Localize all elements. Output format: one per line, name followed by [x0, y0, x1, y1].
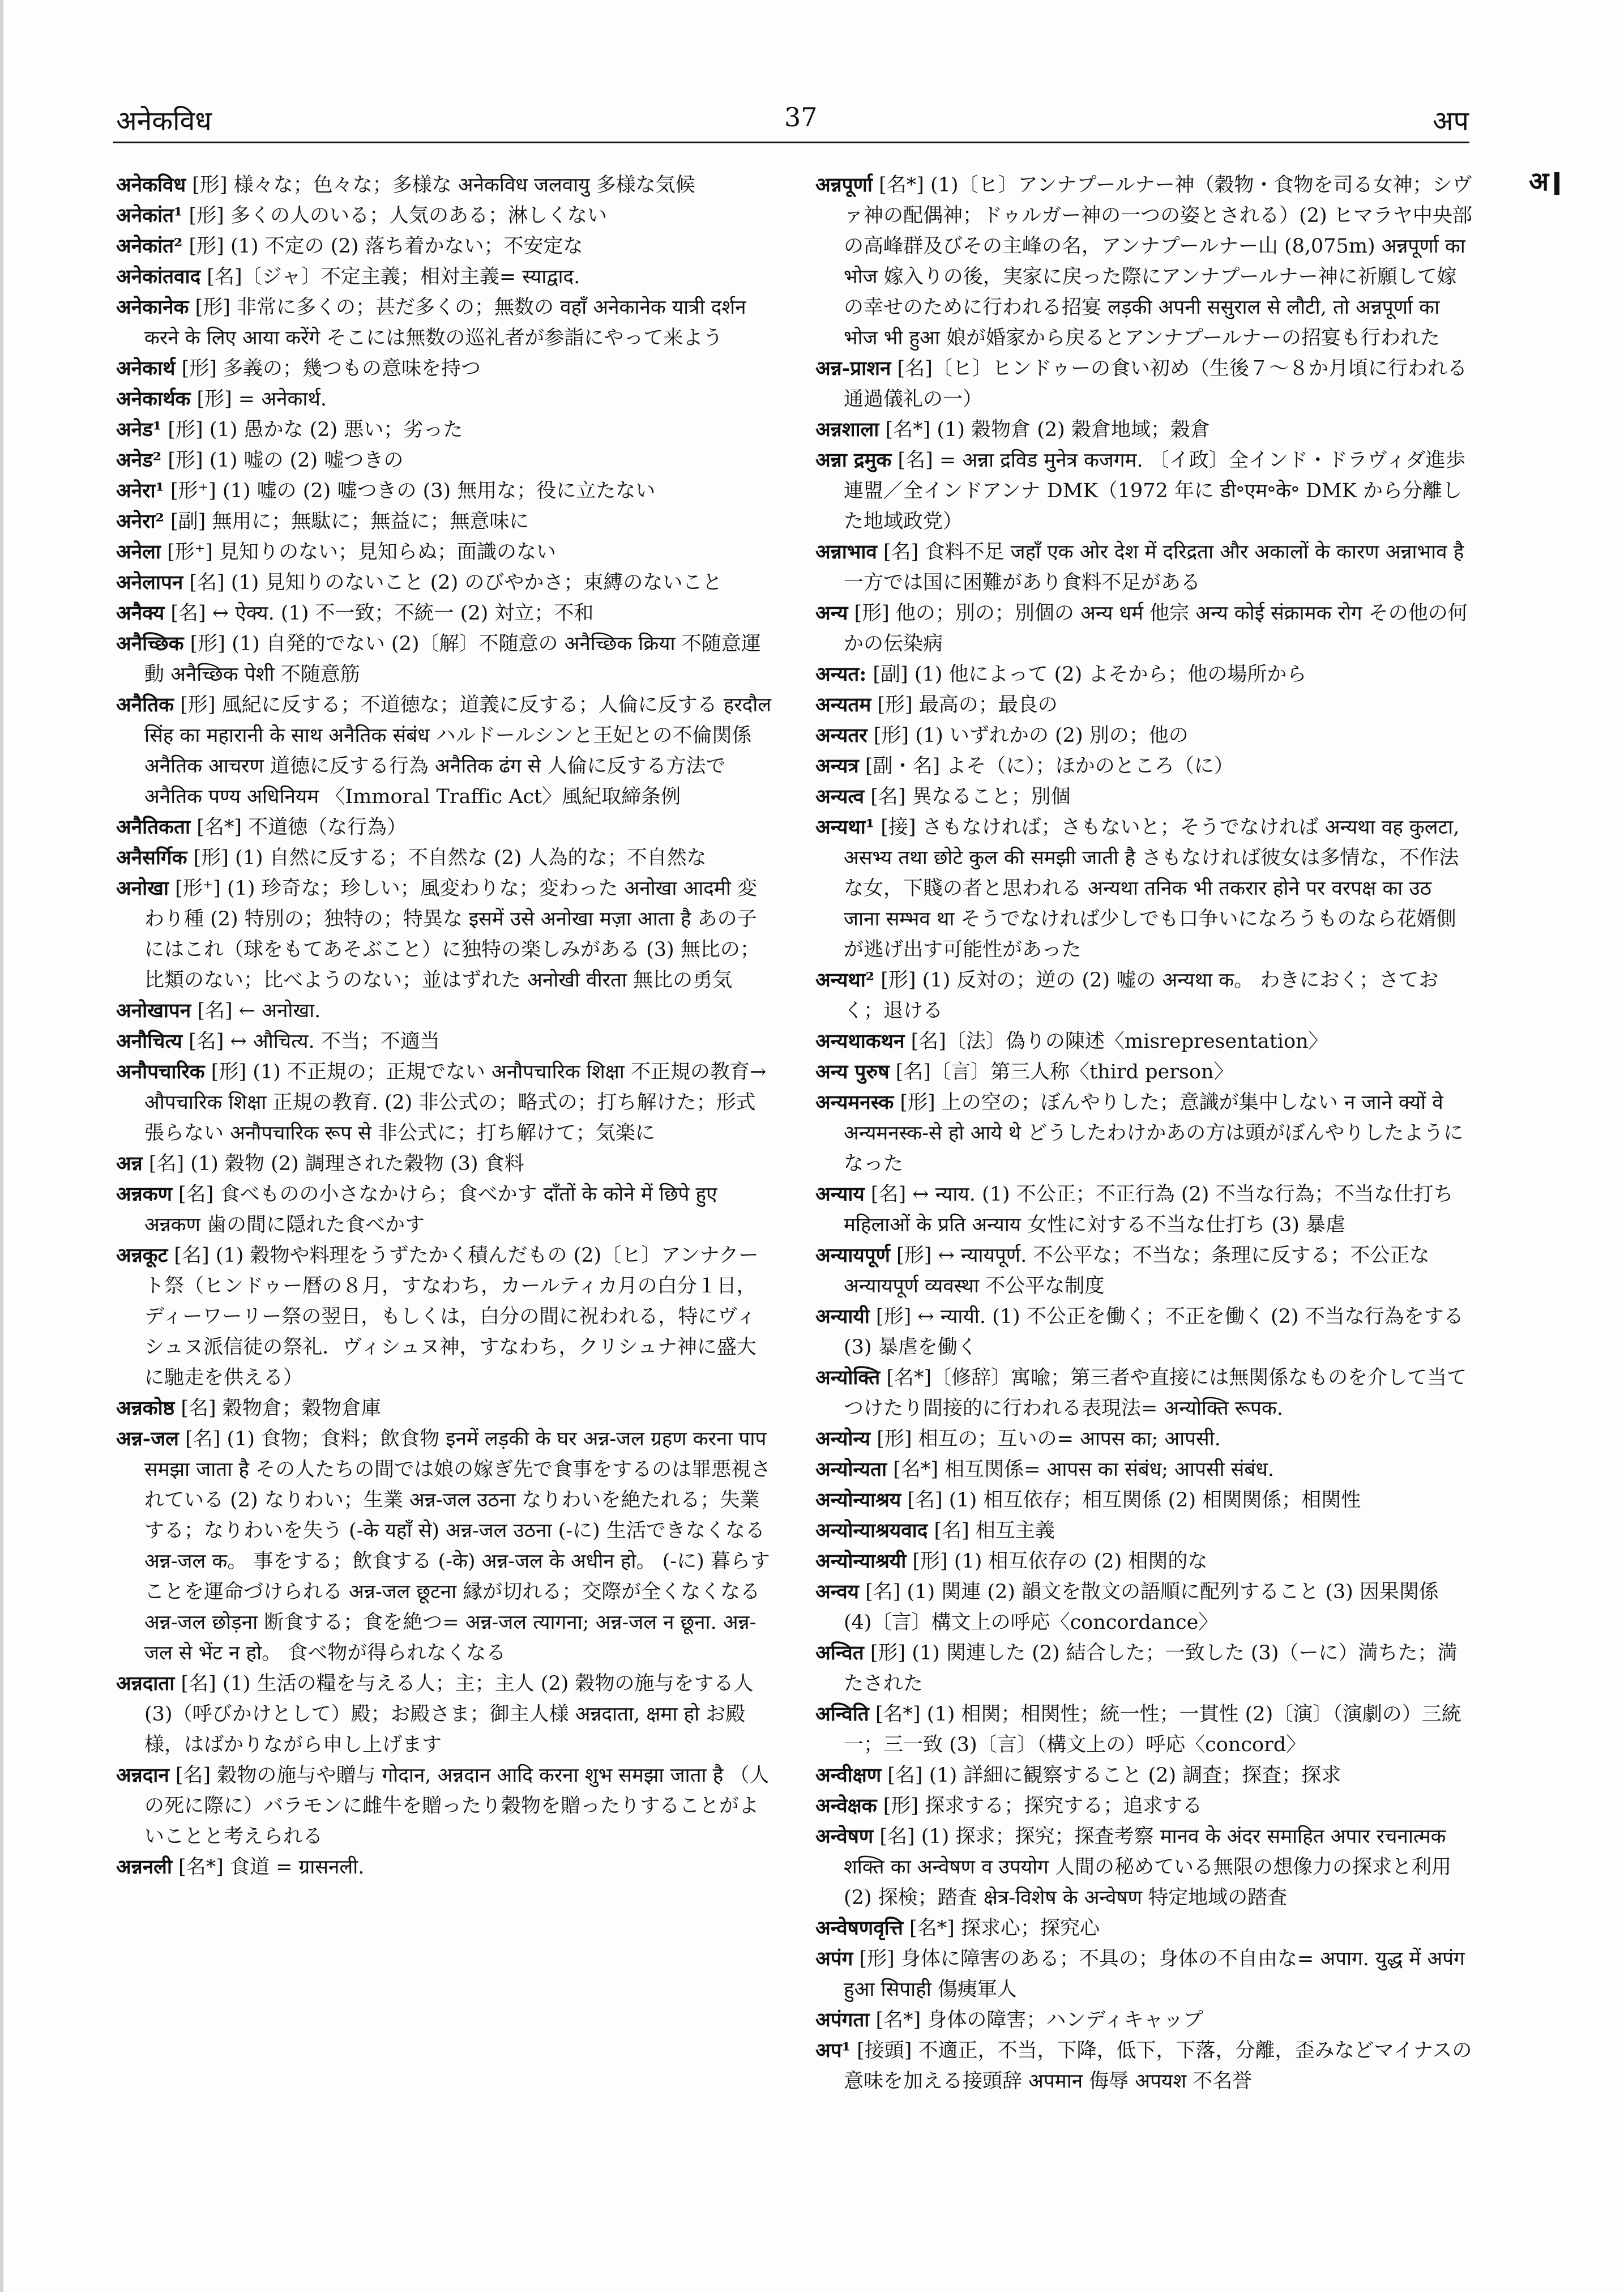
entry-headword: अनेरा²: [116, 510, 164, 533]
entry-headword: अनौचित्य: [116, 1030, 182, 1053]
dictionary-entry: [116, 1393, 773, 1424]
dictionary-entry: [116, 843, 773, 873]
entry-headword: अन्योन्याश्रय: [815, 1488, 901, 1512]
entry-definition: [名*] (1) 相関；相関性；統一性；一貫性 (2)〔演〕（演劇の）三統一；三一致 (3)〔言〕（構文上の）呼応〈concord〉: [844, 1703, 1461, 1756]
dictionary-entry: [116, 873, 773, 996]
entry-definition: [形] (1) 関連した (2) 結合した；一致した (3)（ーに）満ちた；満たされた: [844, 1642, 1458, 1695]
entry-headword: अपंग: [815, 1947, 853, 1970]
entry-definition: [名*] (1) 穀物倉 (2) 穀倉地域；穀倉: [879, 419, 1210, 441]
entry-definition: [形] 風紀に反する；不道徳な；道義に反する；人倫に反する हरदौल सिंह का महारानी के साथ अनैतिक संबंध ハルドールシンと王妃との不倫関係 अनैतिक आचरण 道徳に反する行為 अनैतिक ढंग से 人倫に反する方法で अनैतिक पण्य अधिनियम 〈Immoral Traffic Act〉風紀取締条例: [144, 694, 772, 808]
entry-definition: [名] 異なること；別個: [864, 786, 1071, 808]
entry-definition: [形] 様々な；色々な；多様な अनेकविध जलवायु 多様な気候: [186, 174, 695, 197]
dictionary-entry: [116, 1668, 773, 1760]
dictionary-entry: [815, 1301, 1472, 1363]
dictionary-entry: [815, 1057, 1472, 1087]
dictionary-entry: [815, 1240, 1472, 1301]
dictionary-entry: [116, 537, 773, 567]
entry-headword: अन्यमनस्क: [815, 1091, 894, 1114]
entry-headword: अनेलापन: [116, 571, 183, 594]
entry-headword: अन्वीक्षण: [815, 1764, 882, 1787]
dictionary-entry: [815, 782, 1472, 812]
entry-definition: [形] 相互の；互いの= आपस का; आपसी.: [870, 1428, 1221, 1450]
entry-headword: अन्यथाकथन: [815, 1030, 905, 1053]
scan-edge-line: [0, 0, 3, 2292]
entry-headword: अन्य पुरुष: [815, 1060, 890, 1083]
entry-headword: अन्यायपूर्ण: [815, 1244, 890, 1267]
entry-headword: अन्नपूर्णा: [815, 173, 873, 197]
entry-definition: [形] (1) 相互依存の (2) 相関的な: [906, 1550, 1208, 1573]
dictionary-entry: [116, 262, 773, 292]
entry-definition: [名] ↔ औचित्य. 不当；不適当: [182, 1030, 440, 1053]
entry-definition: [名] ↔ न्याय. (1) 不公正；不正行為 (2) 不当な行為；不当な仕打ち महिलाओं के प्रति अन्याय 女性に対する不当な仕打ち (3) 暴虐: [844, 1183, 1454, 1236]
entry-headword: अनेकानेक: [116, 296, 189, 319]
entry-definition: [形] 他の；別の；別個の अन्य धर्म 他宗 अन्य कोई संक्रामक रोग その他の何かの伝染病: [844, 602, 1468, 655]
dictionary-entry: [116, 415, 773, 445]
dictionary-entry: [815, 1791, 1472, 1821]
entry-headword: अन्यत्व: [815, 785, 865, 808]
entry-headword: अन्योन्याश्रयवाद: [815, 1519, 928, 1542]
entry-definition: [名] (1) 相互依存；相互関係 (2) 相関関係；相関性: [901, 1489, 1361, 1512]
dictionary-entry: [116, 812, 773, 843]
entry-headword: अनेरा¹: [116, 479, 164, 502]
dictionary-entry: [116, 1760, 773, 1852]
entry-definition: [副] 無用に；無駄に；無益に；無意味に: [164, 510, 529, 533]
entry-headword: अन्न: [116, 1152, 143, 1175]
dictionary-entry: [116, 506, 773, 537]
dictionary-entry: [116, 690, 773, 812]
entry-definition: [名*] 探求心；探究心: [903, 1917, 1100, 1940]
entry-definition: [形⁺] 見知りのない；見知らぬ；面識のない: [160, 541, 557, 564]
entry-headword: अन्ना द्रमुक: [815, 449, 892, 472]
left-column: [116, 170, 773, 1883]
entry-headword: अन्योन्यता: [815, 1458, 887, 1481]
entry-headword: अनैच्छिक: [116, 632, 184, 655]
entry-definition: [名] (1) 生活の糧を与える人；主；主人 (2) 穀物の施与をする人 (3)（呼びかけとして）殿；お殿さま；御主人様 अन्नदाता, क्षमा हो お殿様，はばかりながら申し上げます: [144, 1672, 754, 1756]
entry-headword: अन्वय: [815, 1580, 859, 1603]
entry-headword: अन्न-प्राशन: [815, 357, 891, 380]
entry-definition: [名] (1) 詳細に観察すること (2) 調査；探査；探求: [881, 1764, 1341, 1787]
entry-definition: [形] 非常に多くの；甚だ多くの；無数の वहाँ अनेकानेक यात्री दर्शन करने के लिए आया करेंगे そこには無数の巡礼者が参詣にやって来よう: [144, 296, 746, 349]
entry-headword: अन्यायी: [815, 1305, 870, 1328]
dictionary-entry: [116, 231, 773, 262]
entry-definition: [形] 身体に障害のある；不具の；身体の不自由な= अपाग. युद्ध में अपंग हुआ सिपाही 傷痍軍人: [844, 1948, 1465, 2001]
entry-headword: अन्य: [815, 601, 848, 625]
page-number: 37: [784, 102, 818, 133]
entry-headword: अन्योन्याश्रयी: [815, 1550, 907, 1573]
dictionary-entry: [815, 1454, 1472, 1485]
entry-definition: [名] (1) 穀物 (2) 調理された穀物 (3) 食料: [142, 1153, 524, 1175]
dictionary-entry: [815, 445, 1472, 537]
dictionary-entry: [815, 751, 1472, 782]
entry-definition: [接頭] 不適正，不当，下降，低下，下落，分離，歪みなどマイナスの意味を加える接頭辞 अपमान 侮辱 अपयश 不名誉: [844, 2039, 1472, 2093]
entry-definition: [名]〔ヒ〕ヒンドゥーの食い初め（生後７〜８か月頃に行われる通過儀礼の一）: [844, 357, 1467, 411]
entry-headword: अनेकार्थ: [116, 357, 176, 380]
entry-definition: [名*] 食道 = ग्रासनली.: [172, 1856, 365, 1879]
dictionary-entry: [116, 170, 773, 200]
dictionary-entry: [815, 1087, 1472, 1179]
dictionary-entry: [815, 1821, 1472, 1913]
entry-definition: [名*] 身体の障害；ハンディキャップ: [869, 2009, 1203, 2031]
entry-headword: अन्यत्र: [815, 754, 859, 778]
dictionary-entry: [116, 1852, 773, 1883]
right-column: [815, 170, 1472, 2097]
entry-definition: [名]〔法〕偽りの陳述〈misrepresentation〉: [904, 1030, 1328, 1053]
entry-headword: अनेकांतवाद: [116, 265, 201, 288]
entry-definition: [形] (1) 反対の；逆の (2) 嘘の अन्यथा क。 わきにおく；さておく；退ける: [844, 969, 1439, 1022]
entry-definition: [名] 穀物倉；穀物倉庫: [174, 1397, 381, 1420]
dictionary-entry: [116, 1057, 773, 1149]
thumb-index: [1529, 163, 1559, 198]
entry-definition: [名] = अन्ना द्रविड मुनेत्र कजगम. 〔イ政〕全インド・ドラヴィダ進歩連盟／全インドアンナ DMK（1972 年に डी॰एम॰के॰ DMK から分離した地域政党）: [844, 449, 1465, 533]
dictionary-entry: [815, 415, 1472, 445]
dictionary-entry: [815, 2035, 1472, 2097]
dictionary-entry: [116, 353, 773, 384]
entry-definition: [副・名] よそ（に）；ほかのところ（に）: [858, 755, 1234, 778]
dictionary-entry: [116, 598, 773, 629]
entry-headword: अनैतिक: [116, 693, 174, 716]
entry-headword: अनेड²: [116, 449, 162, 472]
dictionary-entry: [815, 1760, 1472, 1791]
dictionary-entry: [815, 1179, 1472, 1240]
entry-headword: अन्वित: [815, 1641, 864, 1664]
entry-definition: [形] (1) 愚かな (2) 悪い；劣った: [161, 419, 463, 441]
entry-headword: अनेकविध: [116, 173, 186, 197]
entry-headword: अपंगता: [815, 2008, 870, 2031]
entry-definition: [形] 探求する；探究する；追求する: [877, 1795, 1203, 1817]
dictionary-entry: [815, 965, 1472, 1026]
entry-headword: अनेला: [116, 540, 161, 564]
header-rule: [113, 142, 1469, 143]
dictionary-entry: [116, 1026, 773, 1057]
entry-definition: [形] = अनेकार्थ.: [190, 388, 327, 411]
entry-definition: [形] (1) 自発的でない (2)〔解〕不随意の अनैच्छिक क्रिया 不随意運動 अनैच्छिक पेशी 不随意筋: [144, 633, 761, 686]
dictionary-entry: [815, 720, 1472, 751]
entry-definition: [名] ↔ ऐक्य. (1) 不一致；不統一 (2) 対立；不和: [164, 602, 594, 625]
dictionary-entry: [815, 537, 1472, 598]
entry-definition: [形⁺] (1) 珍奇な；珍しい；風変わりな；変わった अनोखा आदमी 変わり種 (2) 特別の；独特の；特異な इसमें उसे अनोखा मज़ा आता है あの子にはこれ（球をもてあそぶこと）に独特の楽しみがある (3) 無比の；比類のない；比べようのない；並はずれた अनोखी वीरता 無比の勇気: [144, 877, 760, 992]
entry-definition: [副] (1) 他によって (2) よそから；他の場所から: [866, 663, 1307, 686]
dictionary-entry: [116, 629, 773, 690]
entry-headword: अन्नाभाव: [815, 540, 877, 564]
dictionary-entry: [116, 567, 773, 598]
entry-definition: [名] 食料不足 जहाँ एक ओर देश में दरिद्रता और अकालों के कारण अन्नाभाव है 一方では国に困難があり食料不足がある: [844, 541, 1464, 594]
entry-definition: [名] 食べものの小さなかけら；食べかす दाँतों के कोने में छिपे हुए अन्नकण 歯の間に隠れた食べかす: [144, 1183, 717, 1236]
dictionary-entry: [116, 476, 773, 506]
dictionary-entry: [815, 1424, 1472, 1454]
entry-definition: [名] (1) 探求；探究；探査考察 मानव के अंदर समाहित अपार रचनात्मक शक्ति का अन्वेषण व उपयोग 人間の秘めている無限の想像力の探求と利用 (2) 探検；踏査 क्षेत्र-विशेष के अन्वेषण 特定地域の踏査: [844, 1825, 1451, 1909]
entry-definition: [接] さもなければ；さもないと；そうでなければ अन्यथा वह कुलटा, असभ्य तथा छोटे कुल की समझी जाती है さもなければ彼女は多情な，不作法な女，下賤の者と思われる अन्यथा तनिक भी तकरार होने पर वरपक्ष का उठ जाना सम्भव था そうでなければ少しでも口争いになろうものなら花婿側が逃げ出す可能性があった: [844, 816, 1460, 961]
entry-headword: अन्नशाला: [815, 418, 879, 441]
entry-headword: अनौपचारिक: [116, 1060, 205, 1083]
dictionary-entry: [815, 170, 1472, 353]
entry-definition: [名]〔ジャ〕不定主義；相対主義= स्याद्वाद.: [200, 266, 580, 288]
entry-headword: अनेकांत²: [116, 234, 183, 258]
dictionary-entry: [815, 1638, 1472, 1699]
entry-definition: [名] (1) 見知りのないこと (2) のびやかさ；束縛のないこと: [183, 571, 723, 594]
entry-definition: [形] 多くの人のいる；人気のある；淋しくない: [182, 204, 607, 227]
entry-headword: अन्नकोष्ठ: [116, 1397, 175, 1420]
entry-definition: [形] ↔ न्यायी. (1) 不公正を働く；不正を働く (2) 不当な行為をする (3) 暴虐を働く: [844, 1305, 1464, 1359]
entry-headword: अन्वेषण: [815, 1825, 874, 1848]
entry-definition: [形] 上の空の；ぼんやりした；意識が集中しない न जाने क्यों वे अन्यमनस्क-से हो आये थे どうしたわけかあの方は頭がぼんやりしたようになった: [844, 1091, 1464, 1175]
entry-headword: अन्ननली: [116, 1855, 172, 1879]
entry-definition: [形] 最高の；最良の: [871, 694, 1058, 716]
entry-definition: [名] ← अनोखा.: [191, 1000, 321, 1022]
entry-definition: [名] (1) 穀物や料理をうずたかく積んだもの (2)〔ヒ〕アンナクート祭（ヒンドゥー暦の８月，すなわち，カールティカ月の白分１日，ディーワーリー祭の翌日，もしくは，白分の間に祝われる，特にヴィシュヌ派信徒の祭礼．ヴィシュヌ神，すなわち，クリシュナ神に盛大に馳走を供える）: [144, 1244, 759, 1389]
dictionary-entry: [815, 1577, 1472, 1638]
running-head-left: अनेकविध: [116, 105, 212, 137]
entry-headword: अनैसर्गिक: [116, 846, 187, 869]
entry-definition: [形] (1) 嘘の (2) 嘘つきの: [161, 449, 404, 472]
entry-definition: [形] (1) いずれかの (2) 別の；他の: [867, 724, 1189, 747]
dictionary-entry: [116, 384, 773, 415]
entry-definition: [名*] (1)〔ヒ〕アンナプールナー神（穀物・食物を司る女神；シヴァ神の配偶神；ドゥルガー神の一つの姿とされる）(2) ヒマラヤ中央部の高峰群及びその主峰の名，アンナプールナー山 (8,075m) अन्नपूर्णा का भोज 嫁入りの後，実家に戻った際にアンナプールナー神に祈願して嫁の幸せのために行われる招宴 लड़की अपनी ससुराल से लौटी, तो अन्नपूर्णा का भोज भी हुआ 娘が婚家から戻るとアンナプールナーの招宴も行われた: [844, 174, 1472, 349]
entry-definition: [形] ↔ न्यायपूर्ण. 不公平な；不当な；条理に反する；不公正な अन्यायपूर्ण व्यवस्था 不公平な制度: [844, 1244, 1430, 1297]
entry-headword: अन्यतम: [815, 693, 871, 716]
entry-definition: [形⁺] (1) 嘘の (2) 嘘つきの (3) 無用な；役に立たない: [164, 480, 656, 502]
entry-definition: [名] (1) 食物；食料；飲食物 इनमें लड़की के घर अन्न-जल ग्रहण करना पाप समझा जाता है その人たちの間では娘の嫁ぎ先で食事をするのは罪悪視されている (2) なりわい；生業 अन्न-जल उठना なりわいを絶たれる；失業する；なりわいを失う (-के यहाँ से) अन्न-जल उठना (-に) 生活できなくなる अन्न-जल क。 事をする；飲食する (-के) अन्न-जल के अधीन हो。 (-に) 暮らすことを運命づけられる अन्न-जल छूटना 縁が切れる；交際が全くなくなる अन्न-जल छोड़ना 断食する；食を絶つ= अन्न-जल त्यागना; अन्न-जल न छूना. अन्न-जल से भेंट न हो。 食べ物が得られなくなる: [144, 1428, 771, 1664]
thumb-index-bar: [1554, 172, 1559, 195]
entry-headword: अन्यतर: [815, 724, 867, 747]
entry-headword: अनोखा: [116, 877, 169, 900]
entry-headword: अनैक्य: [116, 601, 165, 625]
dictionary-entry: [815, 1699, 1472, 1760]
dictionary-entry: [116, 200, 773, 231]
entry-headword: अन्यथा¹: [815, 816, 875, 839]
dictionary-entry: [116, 1424, 773, 1668]
dictionary-entry: [815, 1026, 1472, 1057]
dictionary-entry: [116, 1179, 773, 1240]
entry-headword: अन्नकूट: [116, 1244, 168, 1267]
entry-definition: [形] (1) 不正規の；正規でない अनौपचारिक शिक्षा 不正規の教育→ औपचारिक शिक्षा 正規の教育. (2) 非公式の；略式の；打ち解けた；形式張らない अनौपचारिक रूप से 非公式に；打ち解けて；気楽に: [144, 1061, 767, 1145]
entry-headword: अन्यत:: [815, 663, 867, 686]
entry-headword: अनैतिकता: [116, 816, 191, 839]
dictionary-entry: [815, 1944, 1472, 2005]
dictionary-entry: [116, 996, 773, 1026]
dictionary-entry: [815, 690, 1472, 720]
entry-headword: अनेड¹: [116, 418, 162, 441]
entry-headword: अनोखापन: [116, 999, 191, 1022]
entry-headword: अन्याय: [815, 1183, 865, 1206]
entry-definition: [名*] 相互関係= आपस का संबंध; आपसी संबंध.: [887, 1458, 1274, 1481]
dictionary-entry: [815, 1516, 1472, 1546]
entry-definition: [名] 穀物の施与や贈与 गोदान, अन्नदान आदि करना शुभ समझा जाता है （人の死に際に）バラモンに雌牛を贈ったり穀物を贈ったりすることがよいことと考えられる: [144, 1764, 770, 1848]
entry-headword: अन्योन्य: [815, 1427, 871, 1450]
entry-headword: अन्वेक्षक: [815, 1794, 877, 1817]
entry-definition: [名] 相互主義: [928, 1520, 1055, 1542]
entry-definition: [名]〔言〕第三人称〈third person〉: [889, 1061, 1234, 1083]
dictionary-entry: [116, 1240, 773, 1393]
entry-headword: अप¹: [815, 2039, 851, 2062]
dictionary-entry: [116, 445, 773, 476]
entry-headword: अन्न-जल: [116, 1427, 179, 1450]
entry-definition: [名*] 不道徳（な行為）: [190, 816, 407, 839]
entry-headword: अनेकांत¹: [116, 204, 183, 227]
entry-definition: [形] (1) 自然に反する；不自然な (2) 人為的な；不自然な: [187, 847, 707, 869]
entry-headword: अन्नदान: [116, 1764, 169, 1787]
dictionary-entry: [116, 1149, 773, 1179]
thumb-index-letter: अ: [1529, 166, 1549, 197]
running-head-right: अप: [1433, 105, 1469, 137]
entry-headword: अन्योक्ति: [815, 1366, 881, 1389]
dictionary-entry: [815, 1485, 1472, 1516]
entry-headword: अन्विति: [815, 1702, 869, 1726]
dictionary-entry: [815, 659, 1472, 690]
entry-headword: अनेकार्थक: [116, 387, 191, 411]
dictionary-entry: [815, 1913, 1472, 1944]
dictionary-entry: [815, 353, 1472, 415]
dictionary-entry: [815, 598, 1472, 659]
entry-definition: [名*]〔修辞〕寓喩；第三者や直接には無関係なものを介して当てつけたり間接的に行われる表現法= अन्योक्ति रूपक.: [844, 1367, 1467, 1420]
entry-definition: [形] 多義の；幾つもの意味を持つ: [175, 357, 481, 380]
entry-headword: अन्नदाता: [116, 1672, 175, 1695]
dictionary-entry: [815, 1546, 1472, 1577]
entry-definition: [形] (1) 不定の (2) 落ち着かない；不安定な: [182, 235, 583, 258]
entry-headword: अन्नकण: [116, 1183, 172, 1206]
dictionary-entry: [116, 292, 773, 353]
dictionary-entry: [815, 2005, 1472, 2035]
entry-headword: अन्यथा²: [815, 968, 875, 992]
entry-definition: [名] (1) 関連 (2) 韻文を散文の語順に配列すること (3) 因果関係 (4)〔言〕構文上の呼応〈concordance〉: [844, 1581, 1439, 1634]
dictionary-entry: [815, 1363, 1472, 1424]
entry-headword: अन्वेषणवृत्ति: [815, 1917, 903, 1940]
dictionary-entry: [815, 812, 1472, 965]
